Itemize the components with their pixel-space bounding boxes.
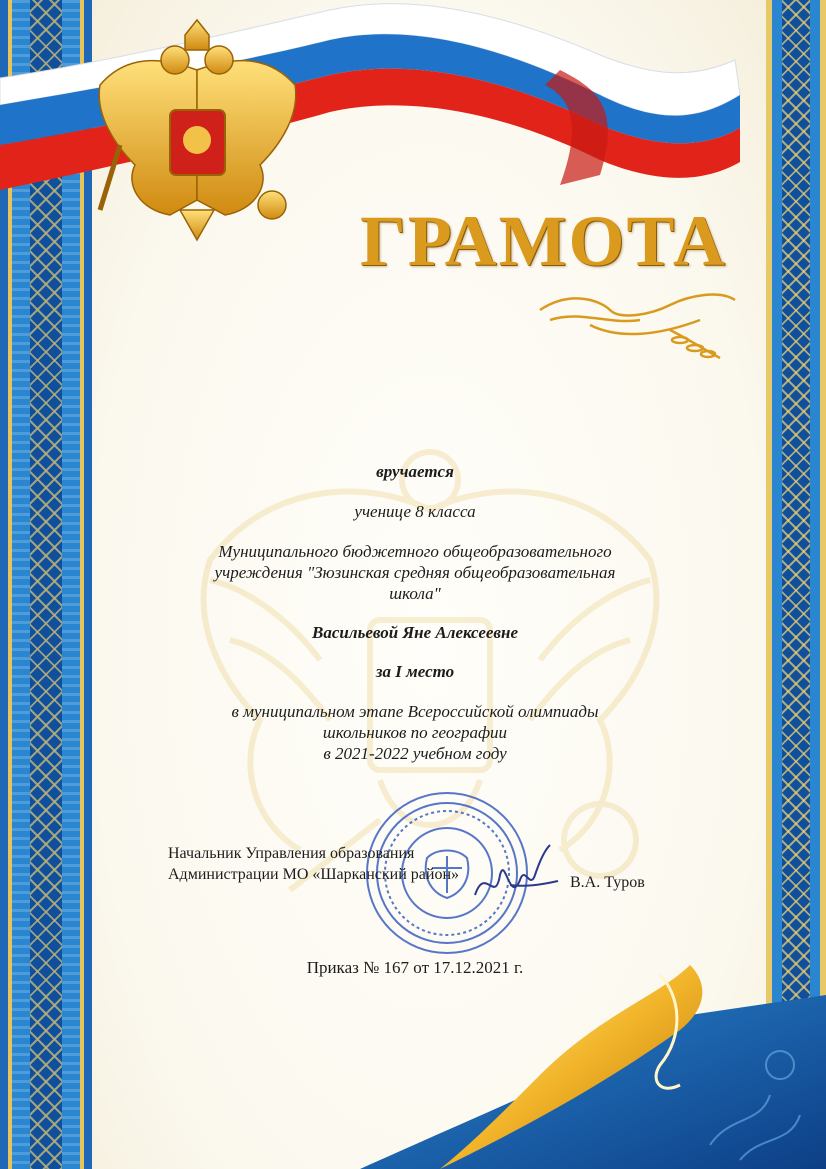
event-line: школьников по географии — [322, 723, 508, 742]
institution-line: Муниципального бюджетного общеобразовательного — [218, 542, 612, 561]
signatory-line: Начальник Управления образования — [168, 845, 415, 862]
recipient-class: ученице 8 класса — [354, 502, 476, 521]
event-description — [170, 701, 660, 764]
order-reference: Приказ № 167 от 17.12.2021 г. — [306, 958, 524, 977]
institution-name — [170, 541, 660, 604]
place-awarded: за I место — [375, 662, 455, 681]
institution-line: школа" — [389, 584, 441, 603]
curled-corner-ornament — [360, 955, 826, 1169]
institution-line: учреждения "Зюзинская средняя общеобразовательная — [214, 563, 616, 582]
signatory-line: Администрации МО «Шарканский район» — [168, 866, 460, 883]
coat-of-arms-icon — [90, 15, 305, 245]
event-line: в муниципальном этапе Всероссийской олимпиады — [231, 702, 599, 721]
signatory-title — [168, 843, 459, 885]
awarded-line: вручается — [376, 462, 454, 481]
signatory-name: В.А. Туров — [570, 874, 645, 891]
flourish-ornament-icon — [530, 280, 740, 360]
certificate-title: ГРАМОТА — [360, 201, 727, 281]
handwritten-signature — [470, 835, 560, 915]
recipient-name: Васильевой Яне Алексеевне — [312, 623, 518, 642]
event-line: в 2021-2022 учебном году — [323, 744, 507, 763]
